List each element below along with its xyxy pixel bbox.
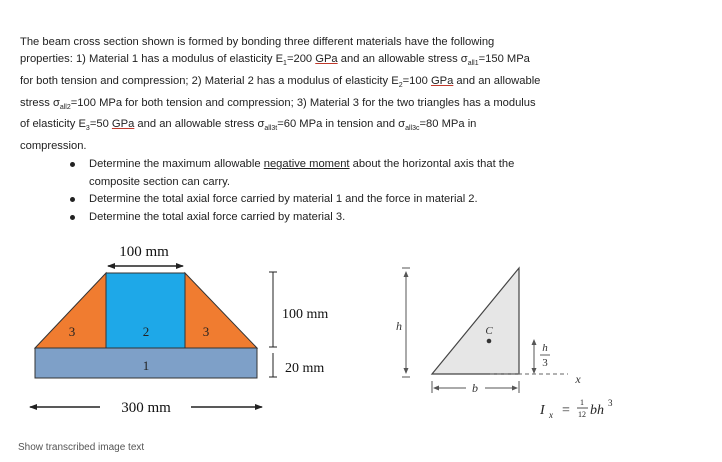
dim-upper-height: 100 mm <box>282 307 329 322</box>
problem-line-6: compression. <box>20 139 87 152</box>
triangle-shape <box>432 268 519 374</box>
dim-top-width: 100 mm <box>119 244 169 260</box>
task-item-1: Determine the maximum allowable negative moment about the horizontal axis that the composite section can carry. <box>70 156 660 191</box>
problem-line-4: stress $\sigma_{all2}=100$ MPa for both tension and compression; 3) Material 3 for the two triangles has a modulus <box>20 96 536 111</box>
tri-h-label: h <box>396 319 402 333</box>
gpa-unit: GPa <box>111 118 135 131</box>
dim-lower-height: 20 mm <box>285 361 325 376</box>
dim-bottom-width: 300 mm <box>121 400 171 416</box>
problem-line-1: The beam cross section shown is formed by bonding three different materials have the following <box>20 36 495 48</box>
problem-line-2: properties: 1) Material 1 has a modulus of elasticity $E_1=200$ GPa and an allowable stress $\sigma_{all1}=150$ MPa <box>20 53 530 68</box>
formula-superscript: 3 <box>608 398 613 408</box>
material-label-left: 3 <box>68 324 76 339</box>
show-transcribed-text-link[interactable]: Show transcribed image text <box>18 442 145 453</box>
problem-line-5: of elasticity $E_3=50$ GPa and an allowable stress $\sigma_{all3t}=60$ MPa in tension and $\sigma_{all3c}=80$ MPa in <box>20 118 477 133</box>
formula-rhs: bh <box>590 403 604 418</box>
b-label: b <box>472 381 478 395</box>
material-label-right: 3 <box>202 324 210 339</box>
formula-lhs: I <box>540 403 545 418</box>
material-3-right-triangle <box>185 273 257 348</box>
problem-line-3: for both tension and compression; 2) Material 2 has a modulus of elasticity $E_2=100$ GPa and an allowable <box>20 75 541 90</box>
gpa-unit: GPa <box>430 75 454 88</box>
material-label-center: 2 <box>142 324 150 339</box>
x-axis-label: x <box>575 372 581 386</box>
material-label-bottom: 1 <box>142 358 150 373</box>
h3-numerator: h <box>542 342 548 354</box>
task-item-2: Determine the total axial force carried by material 1 and the force in material 2. <box>70 191 660 208</box>
formula-equals: = <box>562 403 570 418</box>
negative-moment-term: negative moment <box>263 158 350 171</box>
formula-fraction-num: 1 <box>580 398 584 407</box>
formula-fraction-den: 12 <box>578 410 586 419</box>
formula-subscript: x <box>549 410 553 420</box>
centroid-label: C <box>485 325 493 337</box>
h3-denominator: 3 <box>542 357 548 369</box>
centroid-dot <box>487 339 492 344</box>
task-item-3: Determine the total axial force carried by material 3. <box>70 209 660 226</box>
gpa-unit: GPa <box>315 53 338 66</box>
